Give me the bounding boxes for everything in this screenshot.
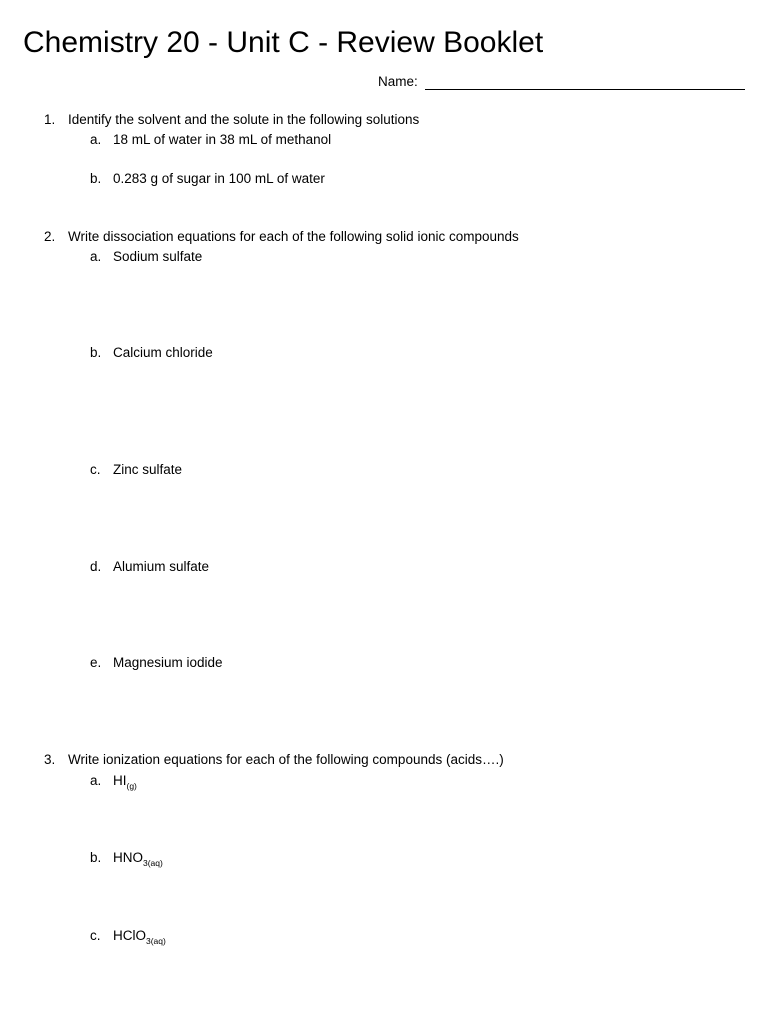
part-letter: d. <box>90 559 102 574</box>
question-text: Identify the solvent and the solute in the following solutions <box>68 112 420 127</box>
question-text: Write dissociation equations for each of the following solid ionic compounds <box>68 229 519 244</box>
part-letter: a. <box>90 249 102 264</box>
part-text: 18 mL of water in 38 mL of methanol <box>113 132 332 147</box>
part-letter: b. <box>90 850 102 865</box>
chemical-formula: HClO$_{3(aq)}$ <box>113 928 166 946</box>
part-letter: e. <box>90 655 102 670</box>
part-text: Magnesium iodide <box>113 655 223 670</box>
state-subscript: (g) <box>126 781 137 791</box>
name-field[interactable] <box>425 89 745 90</box>
question-number: 1. <box>44 112 56 127</box>
part-text: Calcium chloride <box>113 345 213 360</box>
question-number: 3. <box>44 752 56 767</box>
part-text: 0.283 g of sugar in 100 mL of water <box>113 171 325 186</box>
name-label: Name: <box>378 74 418 89</box>
part-letter: a. <box>90 132 102 147</box>
question-text: Write ionization equations for each of the following compounds (acids….) <box>68 752 504 767</box>
part-letter: c. <box>90 928 101 943</box>
state-subscript: 3(aq) <box>143 858 163 868</box>
part-letter: b. <box>90 345 102 360</box>
chemical-formula: $HNO_{3(aq)}$ <box>113 850 163 868</box>
part-text: Alumium sulfate <box>113 559 210 574</box>
part-letter: b. <box>90 171 102 186</box>
question-number: 2. <box>44 229 56 244</box>
part-text: Zinc sulfate <box>113 462 183 477</box>
part-letter: a. <box>90 773 102 788</box>
chemical-formula: $HI_{(g)}$ <box>113 773 137 791</box>
state-subscript: 3(aq) <box>146 936 166 946</box>
page-title: Chemistry 20 - Unit C - Review Booklet <box>23 26 544 59</box>
part-text: Sodium sulfate <box>113 249 203 264</box>
part-letter: c. <box>90 462 101 477</box>
